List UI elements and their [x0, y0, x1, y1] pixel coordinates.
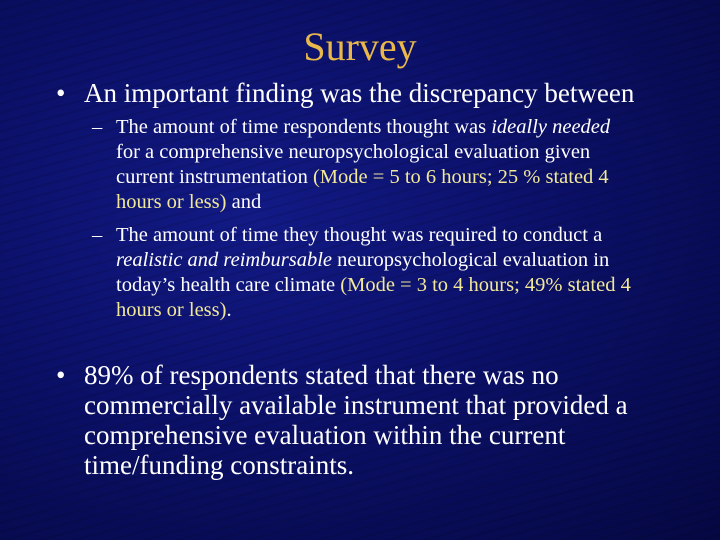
sub-bullet-1-text: [116, 115, 632, 215]
sub-bullet-2-part3: .: [226, 299, 232, 321]
sub-bullet-2-part1: The amount of time they thought was required to conduct a: [116, 224, 603, 246]
slide-title: Survey: [303, 24, 417, 69]
bullet-marker: •: [56, 78, 66, 108]
bullet-marker: •: [56, 360, 66, 390]
sub-bullet-1-part3: and: [226, 191, 262, 213]
sub-bullet-marker: –: [92, 116, 103, 138]
bullet-2: [56, 360, 666, 480]
bullet-1-text: An important finding was the discrepancy between: [84, 78, 635, 108]
bullet-1: [56, 78, 666, 108]
sub-bullet-2: [92, 223, 632, 323]
bullet-2-text: 89% of respondents stated that there was no commercially available instrument that provided a comprehensive evaluation within the current time/funding constraints.: [84, 360, 628, 480]
sub-bullet-marker: –: [92, 224, 103, 246]
sub-bullet-1-highlight: (Mode = 5 to 6 hours; 25 % stated 4 hours or less): [116, 166, 609, 213]
sub-bullet-1-part1: The amount of time respondents thought was: [116, 116, 492, 138]
sub-bullet-1-italic: ideally needed: [491, 116, 611, 138]
sub-bullet-2-italic: realistic and reimbursable: [116, 249, 332, 271]
sub-bullet-2-part2: neuropsychological evaluation in today’s health care climate: [116, 249, 610, 296]
sub-bullet-1: [92, 115, 632, 215]
sub-bullet-1-part2: for a comprehensive neuropsychological evaluation given current instrumentation: [116, 141, 591, 188]
sub-bullet-2-text: [116, 223, 632, 323]
sub-bullet-2-highlight: (Mode = 3 to 4 hours; 49% stated 4 hours or less): [116, 274, 631, 321]
